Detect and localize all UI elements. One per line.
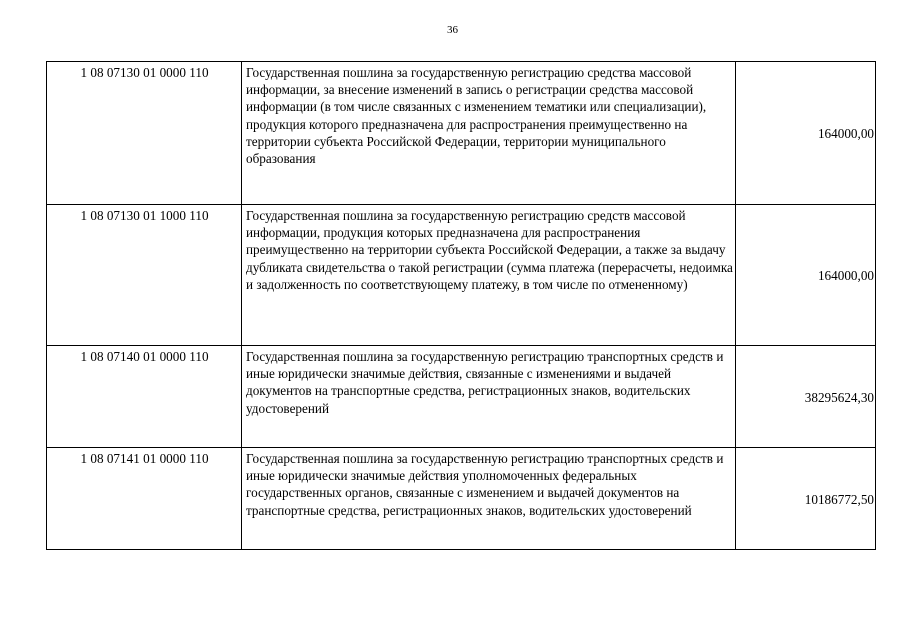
amount-cell: 10186772,50 [736, 448, 876, 550]
description-cell: Государственная пошлина за государственную регистрацию средства массовой информации, за внесение изменений в запись о регистрации средства массовой информации (в том числе связанных с изменением тематики или специализации), продукция которого предназначена для распространения преимущественно на территории субъекта Российской Федерации, территории муниципального образования [242, 62, 736, 205]
amount-cell: 164000,00 [736, 62, 876, 205]
table-row [47, 346, 876, 448]
budget-code-cell: 1 08 07141 01 0000 110 [47, 448, 242, 550]
budget-code-cell: 1 08 07140 01 0000 110 [47, 346, 242, 448]
budget-code-cell: 1 08 07130 01 0000 110 [47, 62, 242, 205]
table-row [47, 448, 876, 550]
table-row [47, 62, 876, 205]
page-number: 36 [447, 24, 458, 36]
amount-cell: 164000,00 [736, 205, 876, 346]
description-cell: Государственная пошлина за государственную регистрацию средств массовой информации, продукция которых предназначена для распространения преимущественно на территории субъекта Российской Федерации, а также за выдачу дубликата свидетельства о такой регистрации (сумма платежа (перерасчеты, недоимка и задолженность по соответствующему платежу, в том числе по отмененному) [242, 205, 736, 346]
table-row [47, 205, 876, 346]
budget-code-cell: 1 08 07130 01 1000 110 [47, 205, 242, 346]
amount-cell: 38295624,30 [736, 346, 876, 448]
description-cell: Государственная пошлина за государственную регистрацию транспортных средств и иные юридически значимые действия уполномоченных федеральных государственных органов, связанные с изменением и выдачей документов на транспортные средства, регистрационных знаков, водительских удостоверений [242, 448, 736, 550]
revenue-table [46, 61, 876, 550]
description-cell: Государственная пошлина за государственную регистрацию транспортных средств и иные юридически значимые действия, связанные с изменениями и выдачей документов на транспортные средства, регистрационных знаков, водительских удостоверений [242, 346, 736, 448]
